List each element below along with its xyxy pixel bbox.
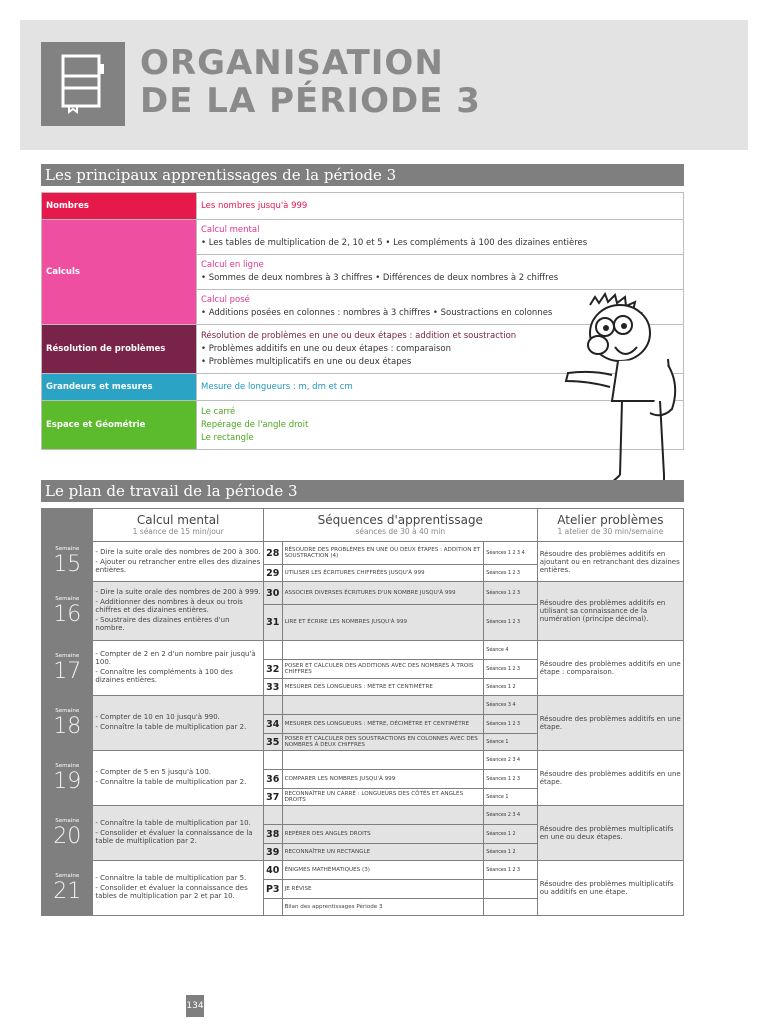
calcul-item: - Connaître la table de multiplication par 10. <box>95 819 251 827</box>
calcul-ligne-title: Calcul en ligne <box>201 260 264 270</box>
sequence-title: ÉNIGMES MATHÉMATIQUES (3) <box>282 861 484 880</box>
calcul-item: - Compter de 5 en 5 jusqu'à 100. <box>95 768 211 776</box>
section-learning-title: Les principaux apprentissages de la période 3 <box>41 164 684 186</box>
atelier-cell: Résoudre des problèmes multiplicatifs en une ou deux étapes. <box>537 806 683 861</box>
week-row <box>42 696 684 715</box>
week-label: Semaine <box>55 546 80 552</box>
calcul-item: - Compter de 2 en 2 d'un nombre pair jusqu'à 100. <box>95 650 256 666</box>
sequence-title: JE RÉVISE <box>282 880 484 899</box>
row-calcul-mental <box>42 220 684 255</box>
sequence-title: COMPARER LES NOMBRES JUSQU'À 999 <box>282 770 484 789</box>
week-number: 20 <box>53 823 82 849</box>
sequence-number <box>263 806 282 825</box>
sessions-cell: Séances 3 4 <box>484 696 537 715</box>
sequence-title: MESURER DES LONGUEURS : MÈTRE ET CENTIMÈTRE <box>282 679 484 696</box>
sequence-title: Bilan des apprentissages Période 3 <box>282 899 484 916</box>
sequence-title: RÉSOUDRE DES PROBLÈMES EN UNE OU DEUX ÉTAPES : ADDITION ET SOUSTRACTION (4) <box>282 542 484 565</box>
header-atelier <box>537 509 683 542</box>
calcul-ligne-text: • Sommes de deux nombres à 3 chiffres • Différences de deux nombres à 2 chiffres <box>201 273 559 283</box>
calcul-pose-text: • Additions posées en colonnes : nombres à 3 chiffres • Soustractions en colonnes <box>201 308 553 318</box>
sequence-number: P3 <box>263 880 282 899</box>
calcul-item: - Connaître les compléments à 100 des dizaines entières. <box>95 668 233 684</box>
category-resolution: Résolution de problèmes <box>42 325 197 374</box>
sessions-cell: Séances 1 2 3 <box>484 861 537 880</box>
sequence-title: RECONNAÎTRE UN RECTANGLE <box>282 844 484 861</box>
header-calcul-mental <box>93 509 263 542</box>
calcul-item: - Additionner des nombres à deux ou trois chiffres et des dizaines entières. <box>95 598 243 614</box>
week-number: 21 <box>53 878 82 904</box>
sequence-number: 32 <box>263 660 282 679</box>
calcul-mental-cell <box>93 542 263 582</box>
calcul-pose-title: Calcul posé <box>201 295 250 305</box>
week-cell <box>42 861 93 916</box>
header-sequences <box>263 509 537 542</box>
sequence-title: POSER ET CALCULER DES SOUSTRACTIONS EN COLONNES AVEC DES NOMBRES À DEUX CHIFFRES <box>282 734 484 751</box>
sequence-title: REPÉRER DES ANGLES DROITS <box>282 825 484 844</box>
week-cell <box>42 751 93 806</box>
plan-table <box>41 508 684 916</box>
sessions-cell: Séances 1 2 3 <box>484 582 537 605</box>
row-nombres <box>42 193 684 220</box>
calcul-item: - Dire la suite orale des nombres de 200 à 300. <box>95 547 261 556</box>
calcul-mental-cell <box>93 806 263 861</box>
calcul-mental-text: • Les tables de multiplication de 2, 10 et 5 • Les compléments à 100 des dizaines entières <box>201 238 588 248</box>
calcul-item: - Compter de 10 en 10 jusqu'à 990. <box>95 713 220 721</box>
category-calculs: Calculs <box>42 220 197 325</box>
sessions-cell: Séances 1 2 <box>484 679 537 696</box>
title-line-2: DE LA PÉRIODE 3 <box>140 81 481 121</box>
sequence-title <box>282 751 484 770</box>
sessions-cell: Séances 2 3 4 <box>484 806 537 825</box>
sequence-number <box>263 899 282 916</box>
sequence-title <box>282 696 484 715</box>
sequence-title: POSER ET CALCULER DES ADDITIONS AVEC DES NOMBRES À TROIS CHIFFRES <box>282 660 484 679</box>
sequence-number: 28 <box>263 542 282 565</box>
week-row <box>42 751 684 770</box>
atelier-cell: Résoudre des problèmes additifs en utilisant sa connaissance de la numération (principe décimal). <box>537 582 683 641</box>
page-title <box>140 44 481 120</box>
sessions-cell: Séances 1 2 3 <box>484 770 537 789</box>
calc-header-title: Calcul mental <box>136 513 220 527</box>
espace-line-1: Le carré <box>201 406 236 417</box>
calcul-mental-cell <box>197 220 684 255</box>
week-cell <box>42 806 93 861</box>
sessions-cell <box>484 899 537 916</box>
title-line-1: ORGANISATION <box>140 43 444 83</box>
week-cell <box>42 696 93 751</box>
calcul-item: - Connaître la table de multiplication par 2. <box>95 778 247 786</box>
sequence-title: RECONNAÎTRE UN CARRÉ : LONGUEURS DES CÔTÉS ET ANGLES DROITS <box>282 789 484 806</box>
week-label: Semaine <box>55 817 80 824</box>
calcul-mental-cell <box>93 751 263 806</box>
sequence-number: 36 <box>263 770 282 789</box>
week-label: Semaine <box>55 652 80 659</box>
week-row <box>42 641 684 660</box>
sessions-cell: Séance 1 <box>484 789 537 806</box>
week-row <box>42 542 684 565</box>
week-label: Semaine <box>55 872 80 879</box>
atelier-cell: Résoudre des problèmes additifs en une étape : comparaison. <box>537 641 683 696</box>
calcul-item: - Consolider et évaluer la connaissance de la table de multiplication par 2. <box>95 829 253 845</box>
seq-header-title: Séquences d'apprentissage <box>317 513 483 527</box>
nombres-content: Les nombres jusqu'à 999 <box>197 193 684 220</box>
week-label: Semaine <box>55 595 80 602</box>
category-espace: Espace et Géométrie <box>42 401 197 450</box>
week-cell <box>42 582 93 641</box>
week-row <box>42 806 684 825</box>
sequence-number: 35 <box>263 734 282 751</box>
sequence-number: 37 <box>263 789 282 806</box>
atelier-cell: Résoudre des problèmes additifs en ajoutant ou en retranchant des dizaines entières. <box>537 542 683 582</box>
sequence-number <box>263 696 282 715</box>
sequence-number: 33 <box>263 679 282 696</box>
plan-body <box>42 542 684 916</box>
sequence-title: UTILISER LES ÉCRITURES CHIFFRÉES JUSQU'À 999 <box>282 565 484 582</box>
week-cell <box>42 641 93 696</box>
plan-header-row <box>42 509 684 542</box>
sequence-number <box>263 641 282 660</box>
week-number: 15 <box>53 552 82 577</box>
sequence-title: ASSOCIER DIVERSES ÉCRITURES D'UN NOMBRE JUSQU'À 999 <box>282 582 484 605</box>
week-row <box>42 582 684 605</box>
calcul-mental-cell <box>93 861 263 916</box>
sessions-cell <box>484 880 537 899</box>
calcul-mental-cell <box>93 696 263 751</box>
sequence-number: 29 <box>263 565 282 582</box>
page-number: 134 <box>186 995 204 1017</box>
sessions-cell: Séance 1 <box>484 734 537 751</box>
calcul-mental-cell <box>93 582 263 641</box>
header-empty-cell <box>42 509 93 542</box>
calcul-item: - Soustraire des dizaines entières d'un nombre. <box>95 616 230 632</box>
sessions-cell: Séances 1 2 3 <box>484 660 537 679</box>
sessions-cell: Séance 4 <box>484 641 537 660</box>
calcul-item: - Connaître la table de multiplication par 2. <box>95 723 247 731</box>
atel-header-sub: 1 atelier de 30 min/semaine <box>557 527 664 536</box>
sessions-cell: Séances 1 2 <box>484 825 537 844</box>
espace-line-2: Repérage de l'angle droit <box>201 419 309 430</box>
sequence-number: 30 <box>263 582 282 605</box>
calcul-item: - Dire la suite orale des nombres de 200 à 999. <box>95 588 261 596</box>
week-row <box>42 861 684 880</box>
week-number: 18 <box>53 713 82 739</box>
category-grandeurs: Grandeurs et mesures <box>42 374 197 401</box>
seq-header-sub: séances de 30 à 40 min <box>355 527 446 536</box>
resolution-title: Résolution de problèmes en une ou deux étapes : addition et soustraction <box>201 330 517 341</box>
notebook-icon <box>41 42 125 126</box>
calcul-mental-cell <box>93 641 263 696</box>
week-cell <box>42 542 93 582</box>
week-label: Semaine <box>55 707 80 714</box>
sequence-number <box>263 751 282 770</box>
espace-line-3: Le rectangle <box>201 432 254 443</box>
sessions-cell: Séances 2 3 4 <box>484 751 537 770</box>
sessions-cell: Séances 1 2 3 4 <box>484 542 537 565</box>
sequence-number: 40 <box>263 861 282 880</box>
resolution-line-2: • Problèmes multiplicatifs en une ou deux étapes <box>201 356 412 367</box>
sessions-cell: Séances 1 2 <box>484 844 537 861</box>
sessions-cell: Séances 1 2 3 <box>484 565 537 582</box>
sessions-cell: Séances 1 2 3 <box>484 605 537 641</box>
atelier-cell: Résoudre des problèmes multiplicatifs ou additifs en une étape. <box>537 861 683 916</box>
sequence-title: MESURER DES LONGUEURS : MÈTRE, DÉCIMÈTRE ET CENTIMÈTRE <box>282 715 484 734</box>
sequence-number: 38 <box>263 825 282 844</box>
boy-mascot-illustration <box>560 285 685 505</box>
grandeurs-content: Mesure de longueurs : m, dm et cm <box>197 374 684 401</box>
sequence-number: 39 <box>263 844 282 861</box>
category-nombres: Nombres <box>42 193 197 220</box>
calcul-item: - Consolider et évaluer la connaissance des tables de multiplication par 2 et par 10. <box>95 884 248 900</box>
sequence-number: 34 <box>263 715 282 734</box>
calcul-item: - Connaître la table de multiplication par 5. <box>95 874 247 882</box>
atelier-cell: Résoudre des problèmes additifs en une étape. <box>537 696 683 751</box>
sequence-title <box>282 641 484 660</box>
week-number: 17 <box>53 658 82 684</box>
week-label: Semaine <box>55 762 80 769</box>
resolution-line-1: • Problèmes additifs en une ou deux étapes : comparaison <box>201 343 451 354</box>
calcul-item: - Ajouter ou retrancher entre elles des dizaines entières. <box>95 557 261 574</box>
atel-header-title: Atelier problèmes <box>557 513 664 527</box>
sequence-title: LIRE ET ÉCRIRE LES NOMBRES JUSQU'À 999 <box>282 605 484 641</box>
sessions-cell: Séances 1 2 3 <box>484 715 537 734</box>
week-number: 16 <box>53 601 82 627</box>
calc-header-sub: 1 séance de 15 min/jour <box>132 527 224 536</box>
sequence-number: 31 <box>263 605 282 641</box>
calcul-mental-title: Calcul mental <box>201 225 260 235</box>
section-plan-title: Le plan de travail de la période 3 <box>41 480 684 502</box>
atelier-cell: Résoudre des problèmes additifs en une étape. <box>537 751 683 806</box>
week-number: 19 <box>53 768 82 794</box>
sequence-title <box>282 806 484 825</box>
